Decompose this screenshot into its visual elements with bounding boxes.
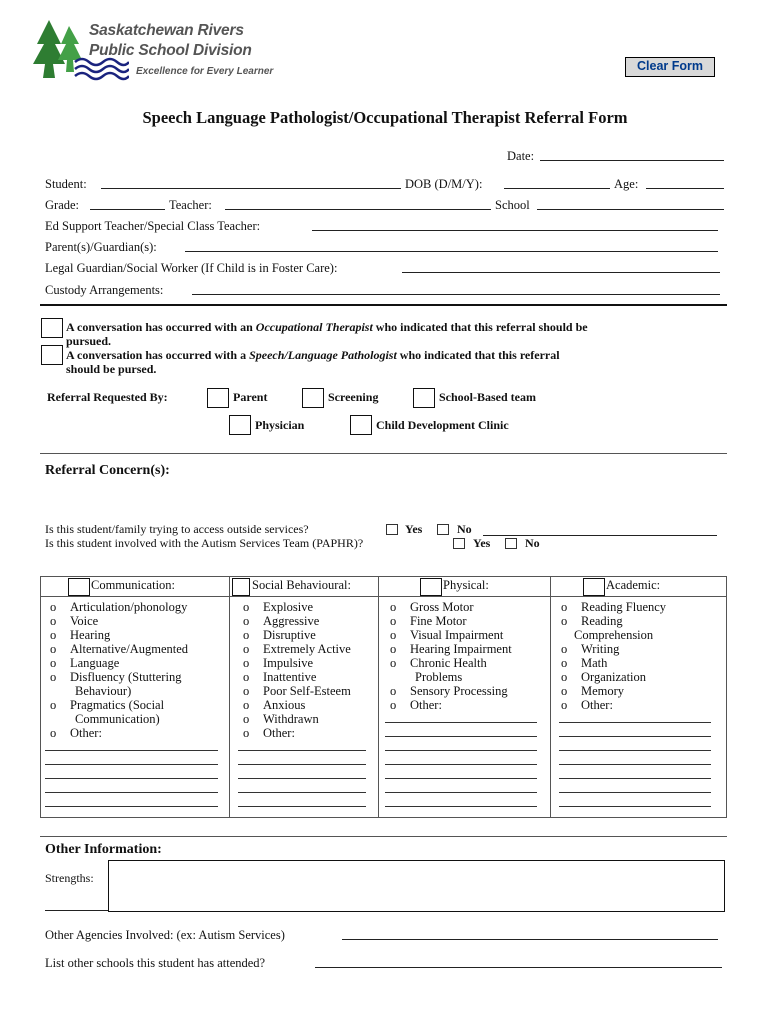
date-label: Date:: [507, 149, 535, 163]
physical-other-line-3[interactable]: [385, 750, 537, 751]
org-name-line1: Saskatchewan Rivers: [89, 22, 244, 39]
physical-checkbox[interactable]: [420, 578, 442, 596]
social-list: [241, 600, 351, 740]
custody-field[interactable]: [192, 294, 720, 295]
list-item[interactable]: o Inattentive: [243, 670, 317, 684]
school-label: School: [495, 198, 530, 212]
agencies-field[interactable]: [342, 939, 718, 940]
list-item[interactable]: o Chronic Health: [390, 656, 487, 670]
social-other-line-3[interactable]: [238, 778, 366, 779]
autism-team-question: Is this student involved with the Autism Services Team (PAPHR)?: [45, 536, 364, 550]
age-field[interactable]: [646, 188, 724, 189]
list-item[interactable]: o Extremely Active: [243, 642, 351, 656]
physical-list: [388, 600, 512, 712]
schools-label: List other schools this student has attended?: [45, 956, 266, 970]
school-team-label: School-Based team: [439, 390, 536, 404]
communication-other-line-3[interactable]: [45, 778, 218, 779]
screening-label: Screening: [328, 390, 379, 404]
list-item[interactable]: o Writing: [561, 642, 620, 656]
slp-conversation-text: [66, 348, 560, 363]
list-item[interactable]: o Disruptive: [243, 628, 316, 642]
ot-post: who indicated that this referral should be: [372, 320, 588, 334]
table-header-rule: [40, 596, 727, 597]
communication-header: Communication:: [91, 578, 176, 592]
list-item[interactable]: o Hearing: [50, 628, 111, 642]
autism-no-checkbox[interactable]: [505, 538, 517, 549]
list-item[interactable]: o Other:: [50, 726, 102, 740]
student-field[interactable]: [101, 188, 401, 189]
outside-yes-checkbox[interactable]: [386, 524, 398, 535]
physician-label: Physician: [255, 418, 305, 432]
age-label: Age:: [614, 177, 639, 191]
list-item[interactable]: o Other:: [390, 698, 442, 712]
list-item[interactable]: o Fine Motor: [390, 614, 467, 628]
physical-other-line-7[interactable]: [385, 806, 537, 807]
list-item[interactable]: o Pragmatics (Social: [50, 698, 165, 712]
ot-conversation-text-2: pursued.: [66, 334, 112, 348]
section-divider: [40, 304, 727, 306]
parents-label: Parent(s)/Guardian(s):: [45, 240, 157, 254]
physical-other-line-2[interactable]: [385, 736, 537, 737]
list-item[interactable]: o Other:: [561, 698, 613, 712]
teacher-field[interactable]: [225, 209, 491, 210]
parents-field[interactable]: [185, 251, 718, 252]
dob-label: DOB (D/M/Y):: [405, 177, 483, 191]
list-item[interactable]: o Other:: [243, 726, 295, 740]
ot-conversation-text: [66, 320, 588, 335]
physical-other-line-5[interactable]: [385, 778, 537, 779]
teacher-label: Teacher:: [169, 198, 212, 212]
physical-other-line-1[interactable]: [385, 722, 537, 723]
autism-yes-checkbox[interactable]: [453, 538, 465, 549]
academic-other-line-1[interactable]: [559, 722, 711, 723]
logo: [33, 16, 289, 84]
concerns-heading: Referral Concern(s):: [45, 463, 170, 478]
academic-other-line-5[interactable]: [559, 778, 711, 779]
slp-conversation-checkbox[interactable]: [41, 345, 63, 365]
list-item-continuation: Comprehension: [574, 628, 654, 642]
list-item[interactable]: o Visual Impairment: [390, 628, 504, 642]
parent-checkbox[interactable]: [207, 388, 229, 408]
list-item[interactable]: o Impulsive: [243, 656, 313, 670]
outside-services-detail-field[interactable]: [483, 535, 717, 536]
other-info-heading: Other Information:: [45, 842, 162, 857]
date-field[interactable]: [540, 160, 724, 161]
ot-pre: A conversation has occurred with an: [66, 320, 256, 334]
form-title: Speech Language Pathologist/Occupational Therapist Referral Form: [142, 108, 628, 127]
list-item[interactable]: o Disfluency (Stuttering: [50, 670, 182, 684]
ot-role: Occupational Therapist: [255, 320, 373, 334]
school-team-checkbox[interactable]: [413, 388, 435, 408]
social-other-line-4[interactable]: [238, 792, 366, 793]
outside-services-question: Is this student/family trying to access outside services?: [45, 522, 309, 536]
autism-no-label: No: [525, 536, 540, 550]
academic-other-line-7[interactable]: [559, 806, 711, 807]
strengths-field[interactable]: [108, 860, 725, 912]
agencies-label: Other Agencies Involved: (ex: Autism Services): [45, 928, 285, 942]
academic-checkbox[interactable]: [583, 578, 605, 596]
outside-no-label: No: [457, 522, 472, 536]
academic-header: Academic:: [606, 578, 661, 592]
communication-other-line-1[interactable]: [45, 750, 218, 751]
list-item-continuation: Problems: [415, 670, 463, 684]
student-label: Student:: [45, 177, 87, 191]
strengths-underline: [45, 910, 109, 911]
academic-list: [559, 600, 666, 712]
slp-post: who indicated that this referral: [396, 348, 560, 362]
cdc-checkbox[interactable]: [350, 415, 372, 435]
physician-checkbox[interactable]: [229, 415, 251, 435]
social-other-line-1[interactable]: [238, 750, 366, 751]
physical-header: Physical:: [443, 578, 489, 592]
outside-no-checkbox[interactable]: [437, 524, 449, 535]
outside-yes-label: Yes: [405, 522, 423, 536]
list-item[interactable]: o Anxious: [243, 698, 306, 712]
list-item[interactable]: o Poor Self-Esteem: [243, 684, 351, 698]
school-field[interactable]: [537, 209, 724, 210]
org-name-line2: Public School Division: [89, 42, 252, 59]
other-info-divider: [40, 836, 727, 837]
ed-support-label: Ed Support Teacher/Special Class Teacher:: [45, 219, 261, 233]
social-other-line-2[interactable]: [238, 764, 366, 765]
referral-by-label: Referral Requested By:: [47, 390, 168, 404]
academic-other-line-2[interactable]: [559, 736, 711, 737]
list-item[interactable]: o Sensory Processing: [390, 684, 508, 698]
list-item[interactable]: o Hearing Impairment: [390, 642, 512, 656]
academic-other-line-6[interactable]: [559, 792, 711, 793]
list-item[interactable]: o Memory: [561, 684, 625, 698]
cdc-label: Child Development Clinic: [376, 418, 509, 432]
slp-pre: A conversation has occurred with a: [66, 348, 250, 362]
grade-label: Grade:: [45, 198, 80, 212]
autism-yes-label: Yes: [473, 536, 491, 550]
communication-list: [48, 600, 188, 740]
list-item[interactable]: o Withdrawn: [243, 712, 319, 726]
academic-other-line-3[interactable]: [559, 750, 711, 751]
screening-checkbox[interactable]: [302, 388, 324, 408]
communication-other-line-4[interactable]: [45, 792, 218, 793]
table-divider-2: [378, 576, 379, 818]
list-item[interactable]: o Articulation/phonology: [50, 600, 188, 614]
communication-other-line-5[interactable]: [45, 806, 218, 807]
academic-other-line-4[interactable]: [559, 764, 711, 765]
table-divider-1: [229, 576, 230, 818]
list-item[interactable]: o Gross Motor: [390, 600, 474, 614]
list-item-continuation: Communication): [75, 712, 160, 726]
schools-field[interactable]: [315, 967, 722, 968]
social-other-line-5[interactable]: [238, 806, 366, 807]
table-divider-3: [550, 576, 551, 818]
slp-conversation-text-2: should be pursed.: [66, 362, 157, 376]
legal-guardian-field[interactable]: [402, 272, 720, 273]
slp-role: Speech/Language Pathologist: [249, 348, 397, 362]
communication-other-line-2[interactable]: [45, 764, 218, 765]
list-item[interactable]: o Organization: [561, 670, 647, 684]
list-item[interactable]: o Aggressive: [243, 614, 320, 628]
grade-field[interactable]: [90, 209, 165, 210]
custody-label: Custody Arrangements:: [45, 283, 164, 297]
list-item[interactable]: o Math: [561, 656, 608, 670]
dob-field[interactable]: [504, 188, 610, 189]
list-item-continuation: Behaviour): [75, 684, 132, 698]
physical-other-line-4[interactable]: [385, 764, 537, 765]
ot-conversation-checkbox[interactable]: [41, 318, 63, 338]
list-item[interactable]: o Language: [50, 656, 120, 670]
list-item[interactable]: o Explosive: [243, 600, 313, 614]
org-tagline: Excellence for Every Learner: [136, 66, 274, 77]
list-item[interactable]: o Reading Fluency: [561, 600, 667, 614]
list-item[interactable]: o Reading: [561, 614, 623, 628]
strengths-label: Strengths:: [45, 871, 94, 885]
social-checkbox[interactable]: [232, 578, 250, 596]
physical-other-line-6[interactable]: [385, 792, 537, 793]
ed-support-field[interactable]: [312, 230, 718, 231]
parent-label: Parent: [233, 390, 268, 404]
list-item[interactable]: o Alternative/Augmented: [50, 642, 189, 656]
list-item[interactable]: o Voice: [50, 614, 99, 628]
social-header: Social Behavioural:: [252, 578, 351, 592]
communication-checkbox[interactable]: [68, 578, 90, 596]
concerns-divider: [40, 453, 727, 454]
legal-guardian-label: Legal Guardian/Social Worker (If Child is in Foster Care):: [45, 261, 338, 275]
clear-form-button[interactable]: Clear Form: [625, 57, 715, 77]
